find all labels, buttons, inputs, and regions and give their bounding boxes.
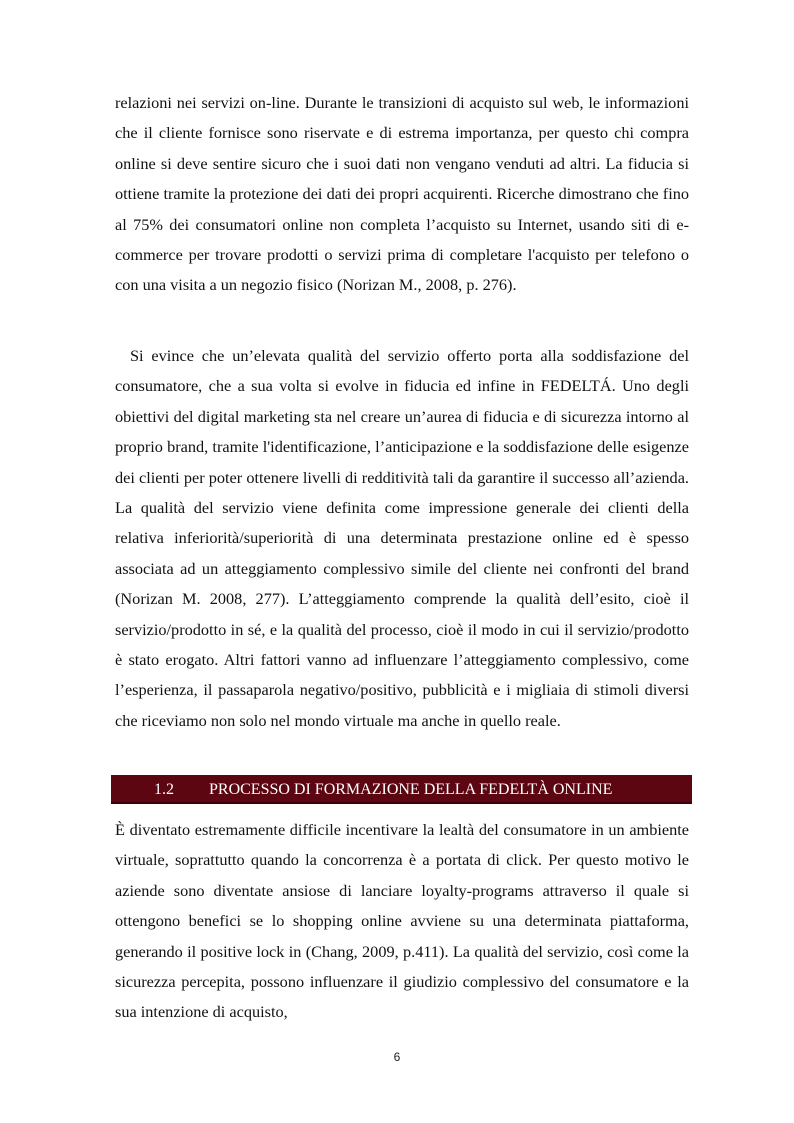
page-number: 6 [393,1050,401,1064]
paragraph-1: relazioni nei servizi on-line. Durante le transizioni di acquisto sul web, le informazioni che il cliente fornisce sono riservate e di estrema importanza, per questo chi compra online si deve sentire sicuro che i suoi dati non vengano venduti ad altri. La fiducia si ottiene tramite la protezione dei dati dei propri acquirenti. Ricerche dimostrano che fino al 75% dei consumatori online non completa l’acquisto su Internet, usando siti di e-commerce per trovare prodotti o servizi prima di completare l'acquisto per telefono o con una visita a un negozio fisico (Norizan M., 2008, p. 276). [115,93,689,295]
section-title: PROCESSO DI FORMAZIONE DELLA FEDELTÀ ONLINE [209,781,613,798]
section-number: 1.2 [154,781,174,798]
section-heading-bar [111,775,692,804]
paragraph-2: Si evince che un’elevata qualità del servizio offerto porta alla soddisfazione del consumatore, che a sua volta si evolve in fiducia ed infine in FEDELTÁ. Uno degli obiettivi del digital marketing sta nel creare un’aurea di fiducia e di sicurezza intorno al proprio brand, tramite l'identificazione, l’anticipazione e la soddisfazione delle esigenze dei clienti per poter ottenere livelli di redditività tali da garantire il successo all’azienda. La qualità del servizio viene definita come impressione generale dei clienti della relativa inferiorità/superiorità di una determinata prestazione online ed è spesso associata ad un atteggiamento complessivo simile del cliente nei confronti del brand (Norizan M. 2008, 277). L’atteggiamento comprende la qualità dell’esito, cioè il servizio/prodotto in sé, e la qualità del processo, cioè il modo in cui il servizio/prodotto è stato erogato. Altri fattori vanno ad influenzare l’atteggiamento complessivo, come l’esperienza, il passaparola negativo/positivo, pubblicità e i migliaia di stimoli diversi che riceviamo non solo nel mondo virtuale ma anche in quello reale. [115,346,689,730]
paragraph-3: È diventato estremamente difficile incentivare la lealtà del consumatore in un ambiente virtuale, soprattutto quando la concorrenza è a portata di click. Per questo motivo le aziende sono diventate ansiose di lanciare loyalty-programs attraverso il quale si ottengono benefici se lo shopping online avviene su una determinata piattaforma, generando il positive lock in (Chang, 2009, p.411). La qualità del servizio, così come la sicurezza percepita, possono influenzare il giudizio complessivo del consumatore e la sua intenzione di acquisto, [115,820,689,1022]
